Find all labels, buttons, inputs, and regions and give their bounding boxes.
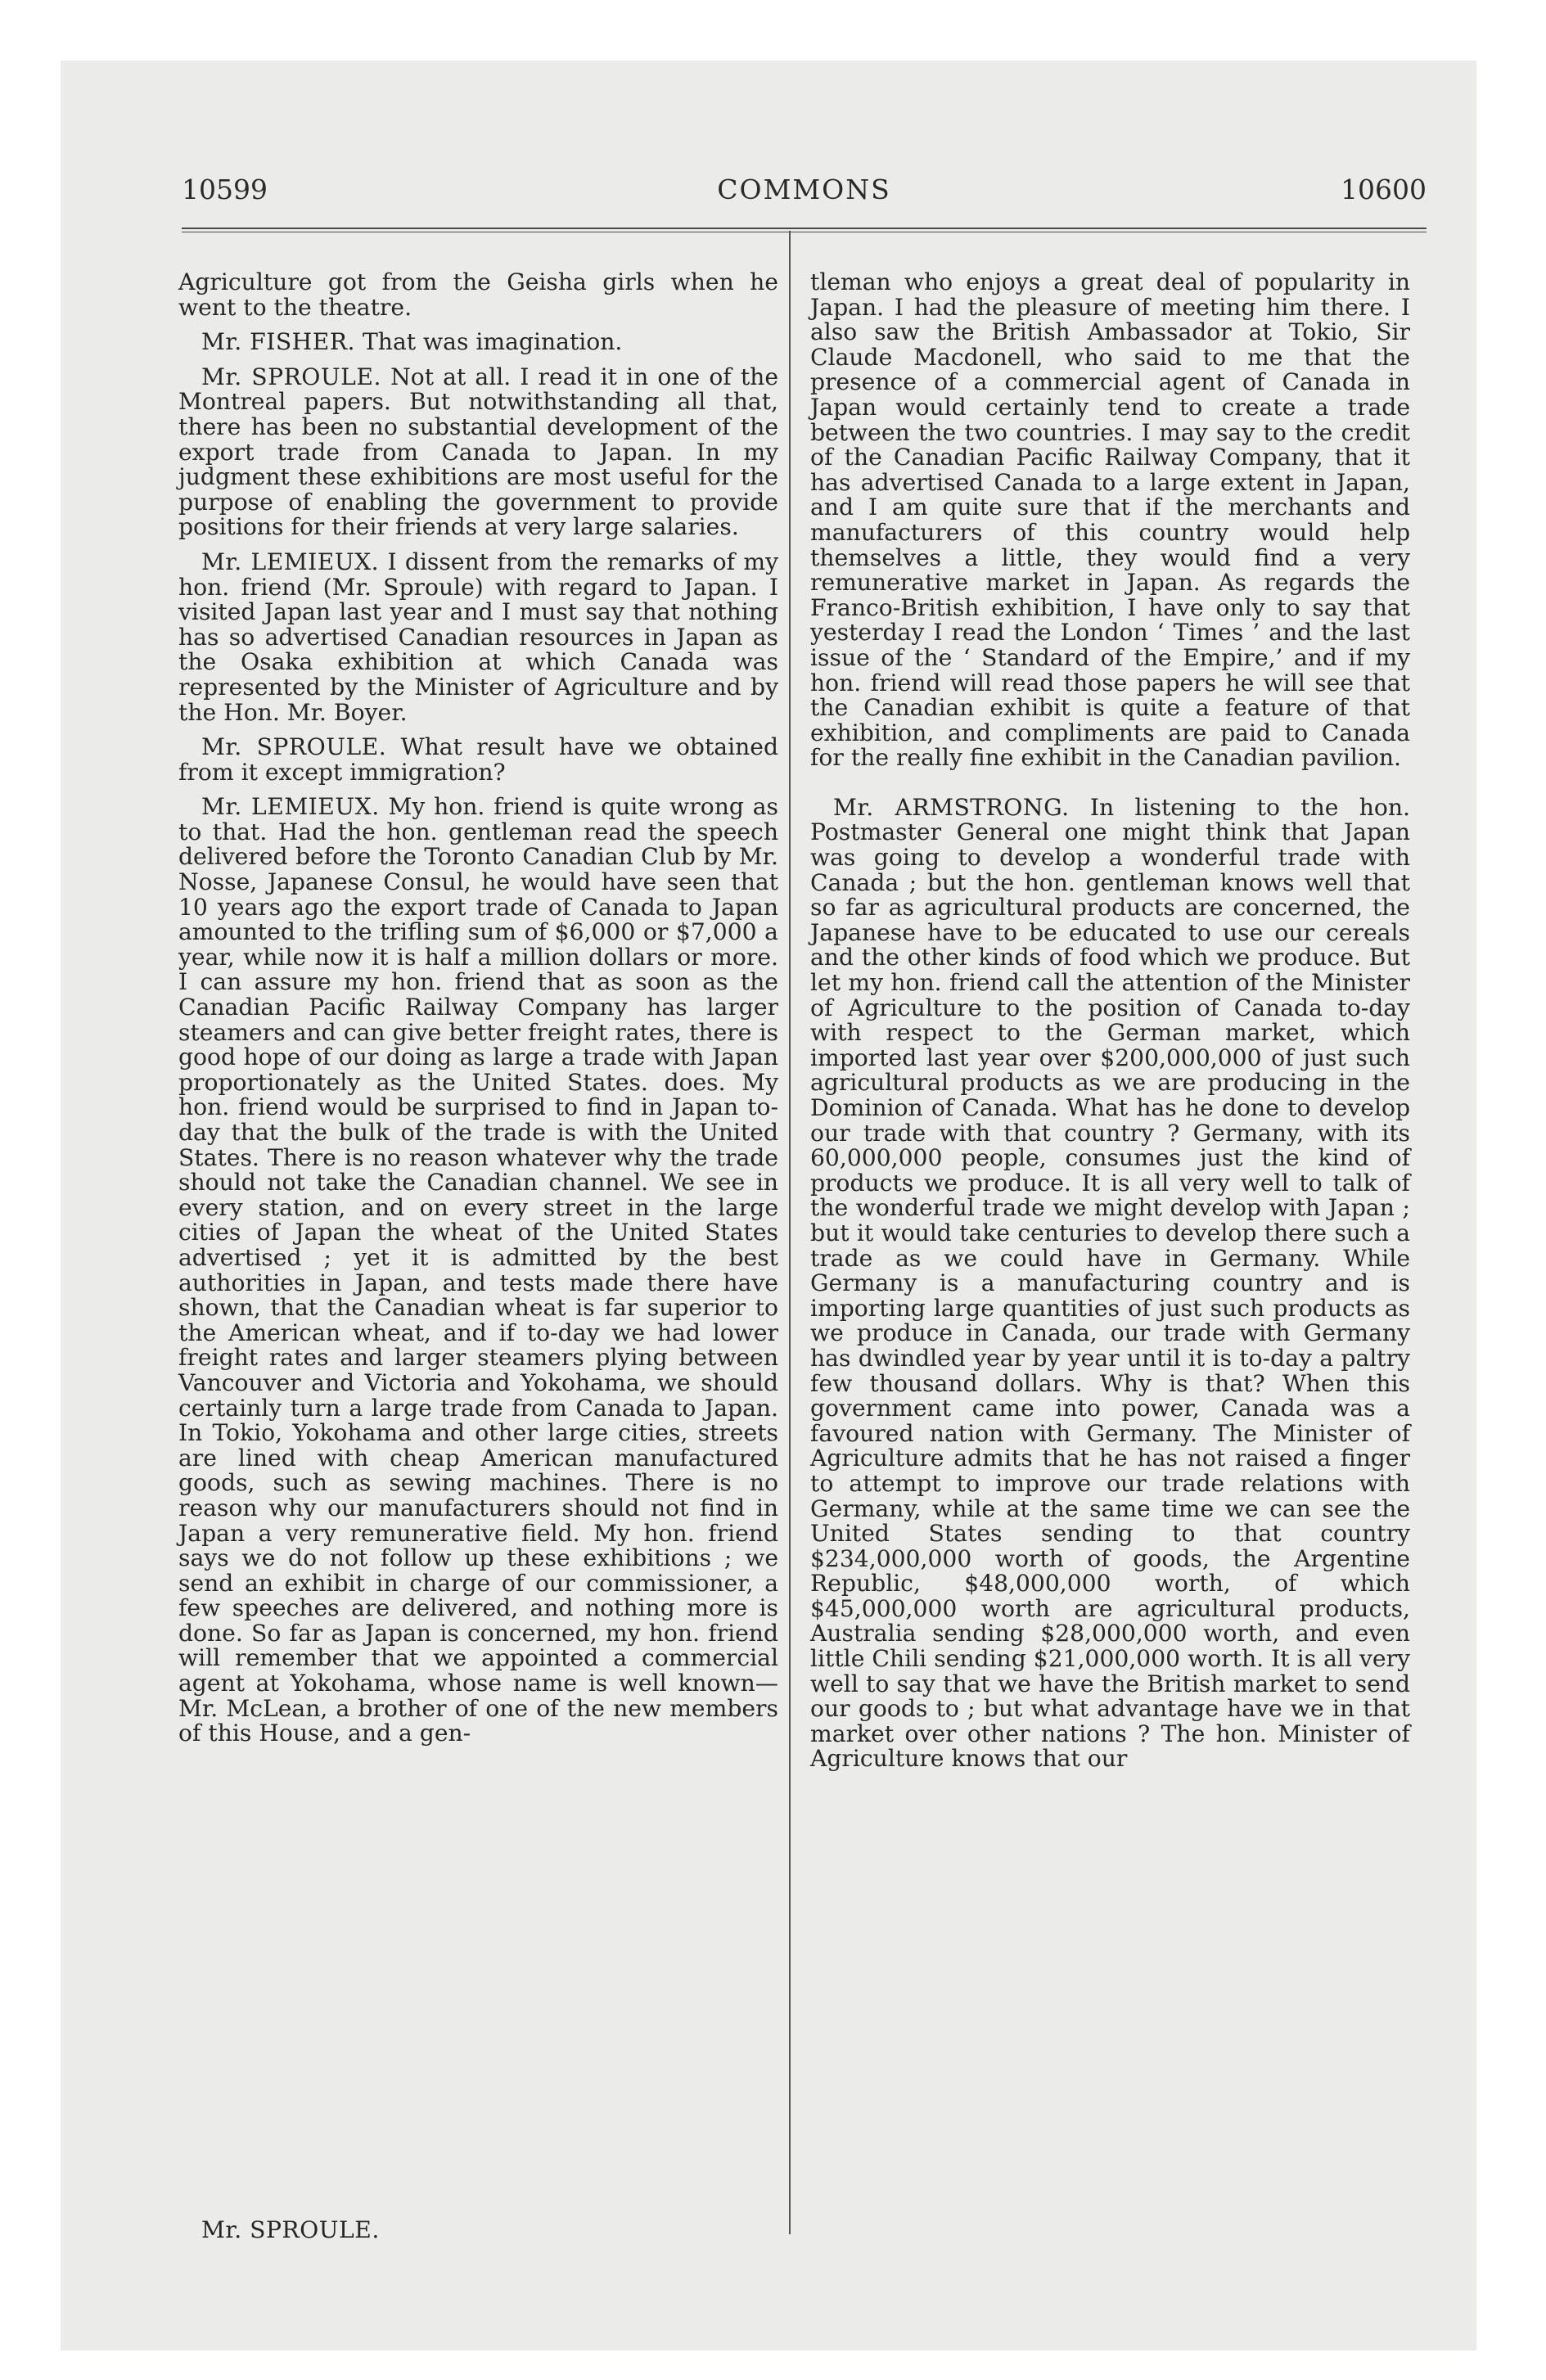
speaker-name: Mr. SPROULE.	[201, 733, 387, 761]
paragraph	[178, 365, 778, 540]
trailing-speaker-name: Mr. SPROULE.	[201, 2216, 380, 2243]
paragraph	[178, 270, 778, 320]
paragraph	[178, 330, 778, 355]
paragraph-text: In listening to the hon. Postmaster General one might think that Japan was going to develop a wonderful trade with Canada ; but the hon. gentleman knows well that so far as agricultural products are concerned, the Japanese have to be educated to use our cereals and the other kinds of food which we produce. But let my hon. friend call the attention of the Minister of Agriculture to the position of Canada to-day with respect to the German market, which imported last year over $200,000,000 of just such agricultural products as we are producing in the Dominion of Canada. What has he done to develop our trade with that country ? Germany, with its 60,000,000 people, consumes just the kind of products we produce. It is all very well to talk of the wonderful trade we might develop with Japan ; but it would take centuries to develop there such a trade as we could have in Germany. While Germany is a manufacturing country and is importing large quantities of just such products as we produce in Canada, our trade with Germany has dwindled year by year until it is to-day a paltry few thousand dollars. Why is that? When this government came into power, Canada was a favoured nation with Germany. The Minister of Agriculture admits that he has not raised a finger to attempt to improve our trade relations with Germany, while at the same time we can see the United States sending to that country $234,000,000 worth of goods, the Argentine Republic, $48,000,000 worth, of which $45,000,000 worth are agricultural products, Australia sending $28,000,000 worth, and even little Chili sending $21,000,000 worth. It is all very well to say that we have the British market to send our goods to ; but what advantage have we in that market over other nations ? The hon. Minister of Agriculture knows that our	[810, 793, 1410, 1773]
paragraph	[810, 270, 1410, 771]
page-number-left: 10599	[182, 174, 268, 205]
header-rule	[182, 228, 1427, 232]
speaker-name: Mr. FISHER.	[201, 328, 356, 356]
paragraph-text: I dissent from the remarks of my hon. friend (Mr. Sproule) with regard to Japan. I visited Japan last year and I must say that nothing has so advertised Canadian resources in Japan as the Osaka exhibition at which Canada was represented by the Minister of Agriculture and by the Hon. Mr. Boyer.	[178, 548, 778, 726]
paragraph-text: tleman who enjoys a great deal of popularity in Japan. I had the pleasure of meeting him there. I also saw the British Ambassador at Tokio, Sir Claude Macdonell, who said to me that the presence of a commercial agent of Canada in Japan would certainly tend to create a trade between the two countries. I may say to the credit of the Canadian Pacific Railway Company, that it has advertised Canada to a large extent in Japan, and I am quite sure that if the merchants and manufacturers of this country would help themselves a little, they would find a very remunerative market in Japan. As regards the Franco-British exhibition, I have only to say that yesterday I read the London ‘ Times ’ and the last issue of the ‘ Standard of the Empire,’ and if my hon. friend will read those papers he will see that the Canadian exhibit is quite a feature of that exhibition, and compliments are paid to Canada for the really fine exhibit in the Canadian pavilion.	[810, 268, 1410, 772]
left-column	[178, 270, 778, 1756]
running-title: COMMONS	[717, 174, 891, 205]
paragraph	[810, 793, 1410, 1773]
speaker-name: Mr. LEMIEUX.	[201, 793, 380, 821]
speaker-name: Mr. ARMSTRONG.	[833, 793, 1070, 821]
speaker-name: Mr. SPROULE.	[201, 363, 381, 390]
page-header	[182, 174, 1427, 214]
page-number-right: 10600	[1341, 174, 1427, 205]
paragraph-text: What result have we obtained from it except immigration?	[178, 733, 778, 786]
paragraph	[178, 795, 778, 1747]
paragraph-text: Not at all. I read it in one of the Montreal papers. But notwithstanding all that, there has been no substantial development of the export trade from Canada to Japan. In my judgment these exhibitions are most useful for the purpose of enabling the government to provide positions for their friends at very large salaries.	[178, 363, 778, 541]
paragraph-text: My hon. friend is quite wrong as to that. Had the hon. gentleman read the speech delivered before the Toronto Canadian Club by Mr. Nosse, Japanese Consul, he would have seen that 10 years ago the export trade of Canada to Japan amounted to the trifling sum of $6,000 or $7,000 a year, while now it is half a million dollars or more. I can assure my hon. friend that as soon as the Canadian Pacific Railway Company has larger steamers and can give better freight rates, there is good hope of our doing as large a trade with Japan proportionately as the United States. does. My hon. friend would be surprised to find in Japan to-day that the bulk of the trade is with the United States. There is no reason whatever why the trade should not take the Canadian channel. We see in every station, and on every street in the large cities of Japan the wheat of the United States advertised ; yet it is admitted by the best authorities in Japan, and tests made there have shown, that the Canadian wheat is far superior to the American wheat, and if to-day we had lower freight rates and larger steamers plying between Vancouver and Victoria and Yokohama, we should certainly turn a large trade from Canada to Japan. In Tokio, Yokohama and other large cities, streets are lined with cheap American manufactured goods, such as sewing machines. There is no reason why our manufacturers should not find in Japan a very remunerative field. My hon. friend says we do not follow up these exhibitions ; we send an exhibit in charge of our commissioner, a few speeches are delivered, and nothing more is done. So far as Japan is concerned, my hon. friend will remember that we appointed a commercial agent at Yokohama, whose name is well known—Mr. McLean, a brother of one of the new members of this House, and a gen-	[178, 793, 778, 1747]
paragraph	[178, 735, 778, 785]
paragraph-text: Agriculture got from the Geisha girls when he went to the theatre.	[178, 268, 778, 321]
paragraph	[178, 550, 778, 725]
column-divider	[789, 231, 791, 2234]
right-column	[810, 270, 1410, 1782]
paragraph-text: That was imagination.	[362, 328, 623, 356]
speaker-name: Mr. LEMIEUX.	[201, 548, 380, 575]
